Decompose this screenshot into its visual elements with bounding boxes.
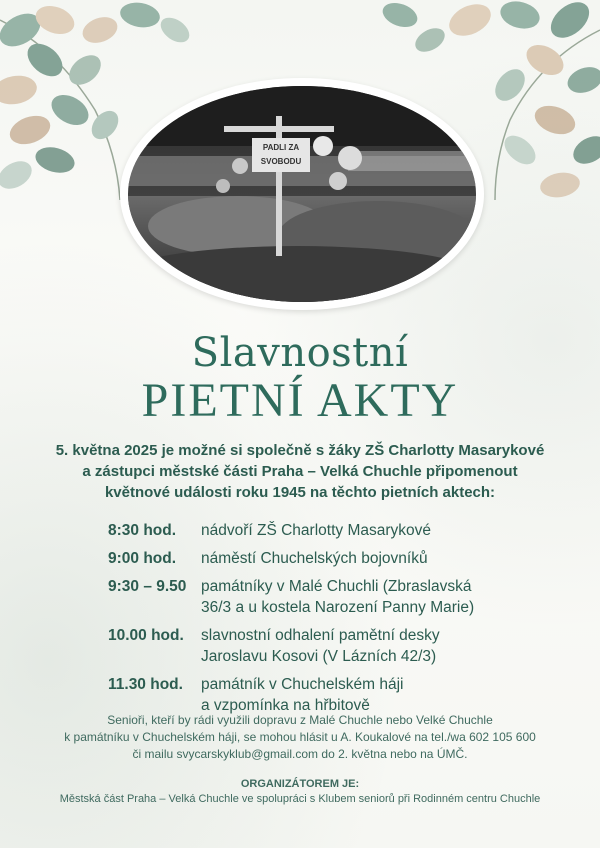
schedule-place-line: a vzpomínka na hřbitově <box>201 697 370 714</box>
intro-line: a zástupci městské části Praha – Velká Chuchle připomenout <box>82 463 518 480</box>
photo-frame <box>120 78 484 310</box>
intro-line: květnové události roku 1945 na těchto pietních aktech: <box>104 484 496 501</box>
schedule-item <box>108 674 548 716</box>
schedule-place <box>201 548 548 569</box>
schedule-time: 10.00 hod. <box>108 627 184 644</box>
title-script: Slavnostní <box>191 330 409 376</box>
schedule-place <box>201 576 548 618</box>
schedule-place <box>201 625 548 667</box>
transport-note <box>20 712 580 763</box>
schedule-item <box>108 548 548 569</box>
schedule-place-line: památníky v Malé Chuchli (Zbraslavská <box>201 578 472 595</box>
intro-line: 5. května 2025 je možné si společně s žáky ZŠ Charlotty Masarykové <box>55 442 545 459</box>
memorial-sign <box>252 138 310 172</box>
schedule-place-line: Jaroslavu Kosovi (V Lázních 42/3) <box>201 648 437 665</box>
organizer-text: Městská část Praha – Velká Chuchle ve spolupráci s Klubem seniorů při Rodinném centru Chuchle <box>59 793 541 805</box>
organizer-heading: ORGANIZÁTOREM JE: <box>240 778 360 790</box>
schedule-place <box>201 520 548 541</box>
schedule-place-line: 36/3 a u kostela Narození Panny Marie) <box>201 599 475 616</box>
schedule-item <box>108 520 548 541</box>
schedule-item <box>108 625 548 667</box>
note-line: Senioři, kteří by rádi využili dopravu z Malé Chuchle nebo Velké Chuchle <box>107 713 493 727</box>
memorial-sign-line2: SVOBODU <box>260 157 302 166</box>
memorial-sign-line1: PADLI ZA <box>262 143 300 152</box>
schedule-place <box>201 674 548 716</box>
schedule-place-line: slavnostní odhalení pamětní desky <box>201 627 440 644</box>
memorial-grave-photo <box>128 86 476 302</box>
schedule-time: 9:30 – 9.50 <box>108 578 187 595</box>
schedule-list <box>108 520 548 723</box>
schedule-place-line: nádvoří ZŠ Charlotty Masarykové <box>201 522 432 539</box>
note-line: k památníku v Chuchelském háji, se mohou hlásit u A. Koukalové na tel./wa 602 105 600 <box>64 730 536 744</box>
note-line: či mailu svycarskyklub@gmail.com do 2. května nebo na ÚMČ. <box>132 747 468 761</box>
schedule-place-line: náměstí Chuchelských bojovníků <box>201 550 428 567</box>
schedule-item <box>108 576 548 618</box>
schedule-time: 8:30 hod. <box>108 522 177 539</box>
schedule-time: 11.30 hod. <box>108 676 183 693</box>
title-main: PIETNÍ AKTY <box>141 374 459 427</box>
schedule-place-line: památník v Chuchelském háji <box>201 676 404 693</box>
schedule-time: 9:00 hod. <box>108 550 177 567</box>
intro-text <box>40 440 560 503</box>
